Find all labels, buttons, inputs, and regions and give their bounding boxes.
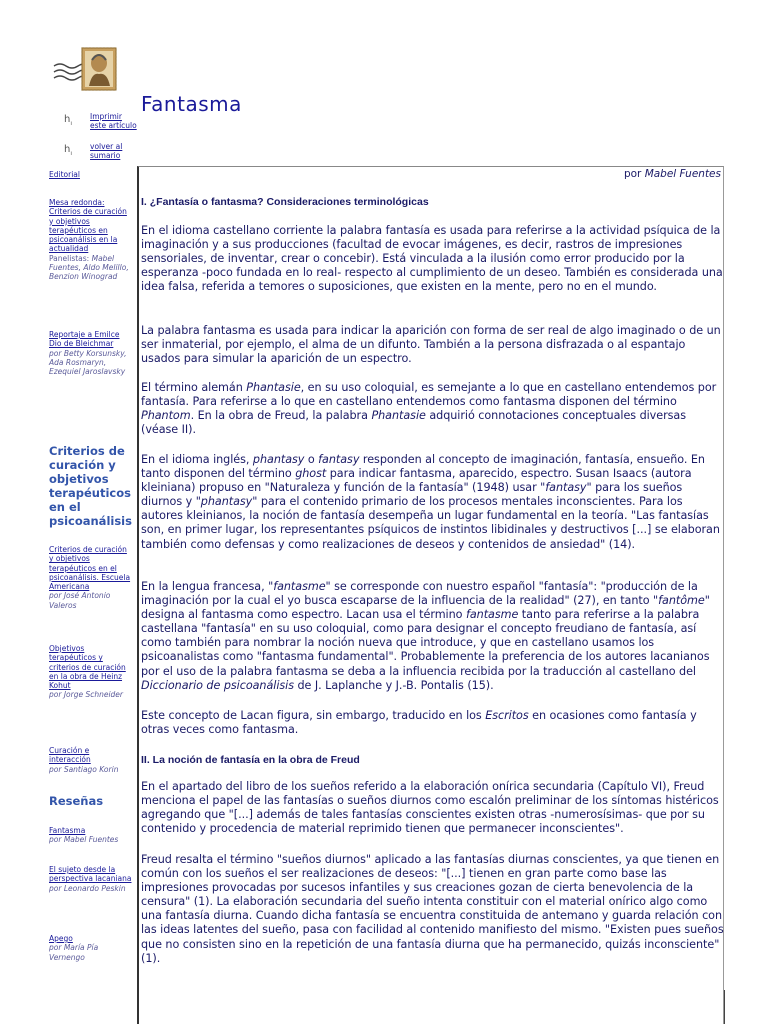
byline-prefix: por: [623, 168, 642, 180]
sidebar-link-fantasma[interactable]: Fantasma: [49, 826, 86, 835]
p5-g: tanto para referirse a la palabra castellana "fantasía" en su uso coloquial, como para designar el concepto freudiano de fantasía, así como también para nombrar la noción nueva que introduce, y que en castellano usamos los psicoanalistas como "fantasma fundamental". Probablemente la preferencia de los autores lacanianos por el uso de la palabra fantasma se deba a la influencia recibida por la traducción al castellano del: [141, 608, 710, 678]
sidebar-mesa: [49, 198, 133, 282]
paragraph-4: [141, 453, 725, 552]
p5-f: fantasme: [465, 608, 519, 622]
p4-j: phantasy: [200, 495, 253, 509]
sidebar-reportaje: [49, 330, 133, 376]
sidebar-res1: [49, 826, 133, 845]
scroll-edge: [724, 990, 725, 1024]
p3-g: adquirió connotaciones conceptuales diversas (véase II).: [141, 409, 686, 437]
p3-c: , en su uso coloquial, es semejante a lo que en castellano entendemos por fantasía. Para referirse a lo que en castellano entendemos como fantasma disponen del término: [141, 381, 717, 409]
p4-a: En el idioma inglés,: [141, 453, 253, 466]
p4-k: " para el contenido primario de los procesos mentales inconscientes. Para los autores kleinianos, la noción de fantasía desempeña un lugar fundamental en la teoría. "Las fantasías son, en primer lugar, los representantes psíquicos de instintos libidinales y destructivos [...] se elaboran también como defensas y como realizaciones de deseos y contenidos de ansiedad" (14).: [141, 495, 720, 551]
p3-a: El término alemán: [141, 381, 247, 394]
p6-a: Este concepto de Lacan figura, sin embargo, traducido en los: [141, 709, 486, 722]
sidebar-res3-author: por María Pía Vernengo: [49, 943, 99, 962]
sidebar-resenas-heading: Reseñas: [49, 794, 104, 808]
back-icon: $h_ı$: [64, 144, 73, 157]
p5-d: fantôme: [658, 594, 705, 608]
sidebar-reportaje-authors: por Betty Korsunsky, Ada Rosmaryn, Ezequiel Jaroslavsky: [49, 348, 127, 377]
p5-c: " se corresponde con nuestro español "fantasía": "producción de la imaginación por la cual el yo busca escaparse de la influencia de la realidad" (27), en tanto ": [141, 580, 698, 608]
sidebar-section-heading: Criterios de curación y objetivos terapéuticos en el psicoanálisis: [49, 444, 132, 528]
p5-a: En la lengua francesa, ": [141, 580, 274, 593]
page-title: Fantasma: [141, 92, 242, 116]
paragraph-6: [141, 709, 725, 737]
paragraph-3: [141, 381, 725, 437]
sidebar-art2-author: por Jorge Schneider: [49, 690, 124, 700]
back-to-summary-link[interactable]: volver al sumario: [90, 142, 123, 160]
print-link[interactable]: Imprimir este artículo: [90, 112, 137, 130]
p3-b: Phantasie: [246, 381, 301, 394]
p3-e: . En la obra de Freud, la palabra: [190, 409, 372, 423]
sidebar-res3: [49, 934, 133, 962]
p3-d: Phantom: [141, 409, 191, 423]
sidebar-link-kohut[interactable]: Objetivos terapéuticos y criterios de curación en la obra de Heinz Kohut: [49, 644, 126, 691]
panelists-label: Panelistas:: [49, 253, 90, 263]
sidebar-link-reportaje[interactable]: Reportaje a Emilce Dio de Bleichmar: [49, 330, 120, 349]
section-heading-1: I. ¿Fantasía o fantasma? Consideraciones terminológicas: [141, 196, 429, 208]
sidebar-link-editorial[interactable]: Editorial: [49, 170, 80, 179]
paragraph-2: La palabra fantasma es usada para indicar la aparición con forma de ser real de algo imaginado o de un ser inmaterial, por ejemplo, el alma de un difunto. También a la persona disfrazada o al espantajo usados para simular la aparición de un espectro.: [141, 324, 721, 366]
p5-h: Diccionario de psicoanálisis: [141, 678, 294, 692]
p4-i: " para los sueños diurnos y ": [141, 481, 683, 509]
sidebar-art2: [49, 644, 133, 700]
back-tool[interactable]: [64, 142, 138, 160]
print-tool[interactable]: [64, 112, 138, 130]
sidebar-link-apego[interactable]: Apego: [49, 934, 73, 943]
sidebar-art3: [49, 746, 133, 774]
p5-b: fantasme: [273, 580, 326, 593]
sidebar-resenas: [49, 794, 133, 808]
sidebar-editorial: [49, 170, 133, 179]
paragraph-1: En el idioma castellano corriente la palabra fantasía es usada para referirse a la actividad psíquica de la imaginación y a sus producciones (facultad de evocar imágenes, es decir, rastros de impresiones sensoriales, de inventar, crear o concebir). Está vinculada a la ilusión como error producido por la esperanza -poco fundada en lo real- respecto al cumplimiento de un deseo. También es considerada una idea falsa, referida a temores o suposiciones, que existen en la mente, pero no en el mundo.: [141, 224, 723, 294]
p3-f: Phantasie: [371, 409, 426, 423]
printer-icon: $h_ı$: [64, 114, 73, 127]
p6-b: Escritos: [485, 709, 529, 722]
article-byline: [624, 168, 721, 180]
p5-e: " designa al fantasma como espectro. Lacan usa el término: [141, 594, 710, 622]
site-logo: [52, 46, 132, 96]
sidebar-res2-author: por Leonardo Peskin: [49, 883, 126, 893]
paragraph-8: Freud resalta el término "sueños diurnos" aplicado a las fantasías diurnas conscientes, ya que tienen en común con los sueños el ser realizaciones de deseos: "[...] tienen en gran parte como base las impresiones provocadas por sucesos infantiles y sus creaciones gozan de cierta benevolencia de la censura" (1). La elaboración secundaria del sueño intenta constituir con el material onírico algo como una fantasía diurna. Cuando dicha fantasía se encuentra constituida de antemano y guarda relación con las ideas latentes del sueño, pasa con facilidad al contenido manifiesto del mismo. "Existen pues sueños que no consisten sino en la repetición de una fantasía diurna que ha permanecido, quizás inconsciente" (1).: [141, 853, 724, 965]
sidebar-section: [49, 444, 133, 528]
sidebar-mesa-panelists: [49, 254, 133, 282]
sidebar-res2: [49, 865, 133, 893]
p4-g: para indicar fantasma, aparecido, espectro. Susan Isaacs (autora kleiniana) propuso en "Naturaleza y función de la fantasía" (1948) usar ": [141, 467, 692, 495]
sidebar-link-sujeto-lacaniana[interactable]: El sujeto desde la perspectiva lacaniana: [49, 865, 132, 884]
paragraph-7: En el apartado del libro de los sueños referido a la elaboración onírica secundaria (Capítulo VI), Freud menciona el papel de las fantasías o sueños diurnos como escalón preliminar de los síntomas histéricos agregando que "[...] además de tales fantasías conscientes existen otras -numerosísimas- que por su contenido y procedencia de material reprimido tienen que permanecer inconscientes".: [141, 780, 719, 836]
sidebar-art1-author: por José Antonio Valeros: [49, 591, 111, 610]
p4-c: o: [304, 453, 319, 466]
p4-d: fantasy: [318, 453, 360, 466]
sidebar-link-mesa-redonda[interactable]: Mesa redonda: Criterios de curación y objetivos terapéuticos en psicoanálisis en la actualidad: [49, 198, 127, 254]
byline-author: Mabel Fuentes: [644, 168, 721, 180]
section-heading-2: II. La noción de fantasía en la obra de Freud: [141, 754, 360, 766]
sidebar-art1: [49, 545, 133, 610]
p5-i: de J. Laplanche y J.-B. Pontalis (15).: [294, 678, 494, 692]
p4-h: fantasy: [545, 481, 587, 495]
panelists-names: Mabel Fuentes, Aldo Melillo, Benzion Winograd: [49, 253, 129, 282]
sidebar-res1-author: por Mabel Fuentes: [49, 835, 119, 845]
p4-e: responden al concepto de imaginación, fantasía, ensueño. En tanto disponen del término: [141, 453, 705, 481]
sidebar-link-escuela-americana[interactable]: Criterios de curación y objetivos terapéuticos en el psicoanálisis. Escuela Americana: [49, 545, 131, 592]
p4-b: phantasy: [252, 453, 305, 466]
p4-f: ghost: [295, 467, 327, 481]
article-panel: [137, 166, 724, 1024]
paragraph-5: [141, 580, 725, 693]
p6-c: en ocasiones como fantasía y otras veces como fantasma.: [141, 709, 697, 737]
sidebar-art3-author: por Santiago Korin: [49, 764, 119, 774]
sidebar-link-curacion[interactable]: Curación e interacción: [49, 746, 91, 765]
